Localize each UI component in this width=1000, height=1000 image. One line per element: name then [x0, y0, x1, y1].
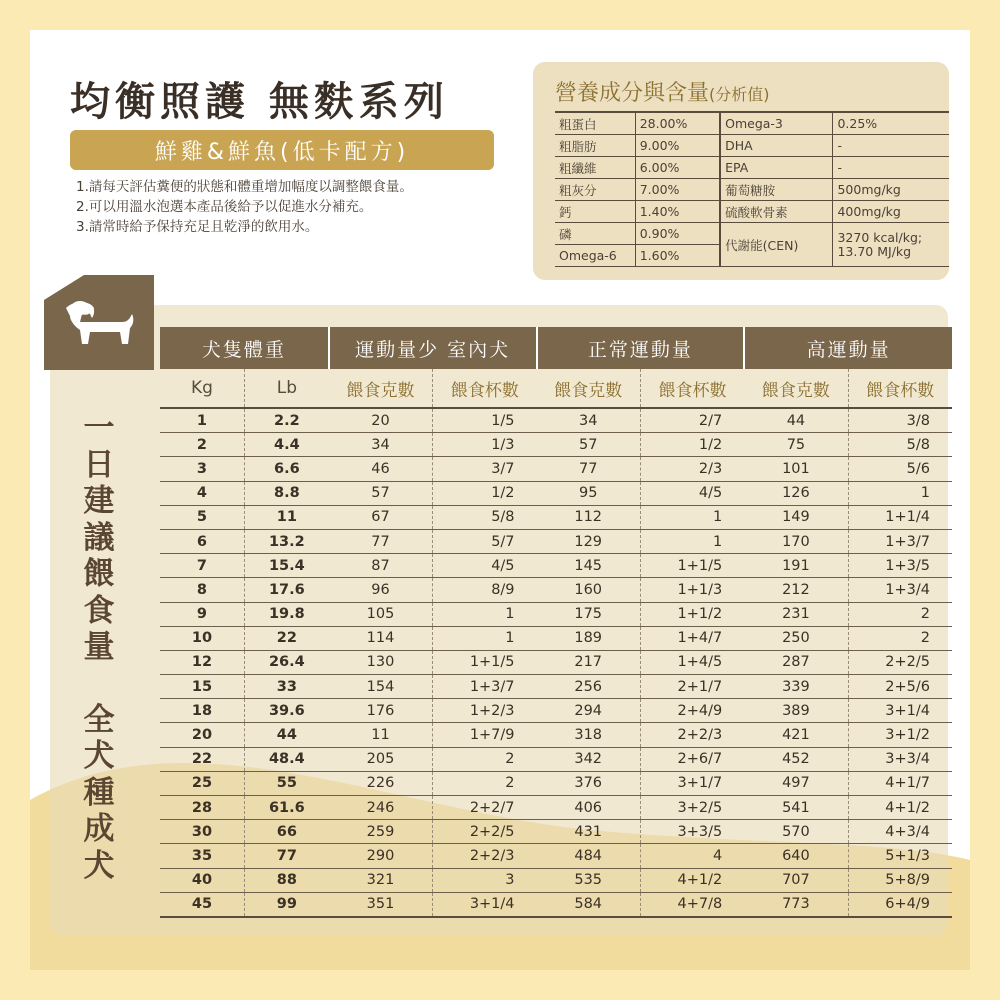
grams-high-cell: 421: [744, 723, 848, 747]
weight-kg-cell: 40: [160, 868, 244, 892]
cups-normal-cell: 1/2: [640, 433, 744, 457]
nutrient-value: 0.90%: [635, 223, 720, 245]
nutrition-title-note: (分析值): [709, 85, 770, 104]
cups-low-cell: 4/5: [433, 554, 537, 578]
cups-high-cell: 2+5/6: [848, 675, 952, 699]
weight-lb-cell: 8.8: [244, 481, 328, 505]
cups-low-cell: 3+1/4: [433, 892, 537, 917]
weight-kg-cell: 1: [160, 408, 244, 433]
cups-normal-cell: 4+7/8: [640, 892, 744, 917]
grams-low-cell: 11: [329, 723, 433, 747]
cups-high-cell: 2+2/5: [848, 650, 952, 674]
nutrient-value: 500mg/kg: [833, 179, 949, 201]
cups-low-cell: 1/2: [433, 481, 537, 505]
column-header: 餵食杯數: [433, 369, 537, 408]
nutrition-table: [555, 111, 949, 267]
weight-lb-cell: 33: [244, 675, 328, 699]
grams-normal-cell: 95: [537, 481, 641, 505]
cups-normal-cell: 1+4/5: [640, 650, 744, 674]
cups-normal-cell: 2+4/9: [640, 699, 744, 723]
weight-kg-cell: 25: [160, 771, 244, 795]
grams-low-cell: 20: [329, 408, 433, 433]
grams-high-cell: 149: [744, 505, 848, 529]
grams-low-cell: 67: [329, 505, 433, 529]
nutrient-label: 磷: [555, 223, 635, 245]
weight-kg-cell: 9: [160, 602, 244, 626]
cups-high-cell: 1+1/4: [848, 505, 952, 529]
side-label-char: 日: [83, 446, 115, 483]
cups-high-cell: 5+8/9: [848, 868, 952, 892]
nutrient-value: 1.60%: [635, 245, 720, 267]
grams-high-cell: 170: [744, 529, 848, 553]
table-row: [160, 747, 952, 771]
nutrient-value: 6.00%: [635, 157, 720, 179]
side-label-char: 犬: [83, 847, 115, 884]
weight-lb-cell: 44: [244, 723, 328, 747]
cups-high-cell: 3+3/4: [848, 747, 952, 771]
nutrition-panel: [533, 62, 949, 280]
cups-high-cell: 3+1/4: [848, 699, 952, 723]
cups-low-cell: 3/7: [433, 457, 537, 481]
column-header-row: [160, 369, 952, 408]
cups-normal-cell: 2/7: [640, 408, 744, 433]
nutrient-value: 400mg/kg: [833, 201, 949, 223]
nutrient-label: 粗蛋白: [555, 112, 635, 135]
weight-kg-cell: 2: [160, 433, 244, 457]
weight-lb-cell: 19.8: [244, 602, 328, 626]
weight-lb-cell: 88: [244, 868, 328, 892]
weight-lb-cell: 77: [244, 844, 328, 868]
weight-kg-cell: 45: [160, 892, 244, 917]
nutrient-value: -: [833, 135, 949, 157]
grams-normal-cell: 112: [537, 505, 641, 529]
cups-normal-cell: 4/5: [640, 481, 744, 505]
cups-normal-cell: 2+1/7: [640, 675, 744, 699]
cups-normal-cell: 4+1/2: [640, 868, 744, 892]
table-row: [160, 408, 952, 433]
grams-high-cell: 452: [744, 747, 848, 771]
grams-high-cell: 707: [744, 868, 848, 892]
cups-low-cell: 2: [433, 771, 537, 795]
table-row: [160, 868, 952, 892]
nutrient-label: 葡萄糖胺: [720, 179, 833, 201]
cups-normal-cell: 1: [640, 529, 744, 553]
cups-low-cell: 1+7/9: [433, 723, 537, 747]
grams-normal-cell: 406: [537, 796, 641, 820]
cups-normal-cell: 2/3: [640, 457, 744, 481]
energy-label: 代謝能(CEN): [720, 223, 833, 267]
cups-low-cell: 5/7: [433, 529, 537, 553]
side-label-char: 食: [83, 592, 115, 629]
grams-normal-cell: 189: [537, 626, 641, 650]
table-row: [160, 844, 952, 868]
cups-low-cell: 1: [433, 602, 537, 626]
grams-normal-cell: 584: [537, 892, 641, 917]
grams-normal-cell: 376: [537, 771, 641, 795]
grams-high-cell: 773: [744, 892, 848, 917]
cups-high-cell: 5/6: [848, 457, 952, 481]
cups-low-cell: 3: [433, 868, 537, 892]
grams-high-cell: 44: [744, 408, 848, 433]
grams-low-cell: 154: [329, 675, 433, 699]
cups-low-cell: 8/9: [433, 578, 537, 602]
column-header: 餵食克數: [329, 369, 433, 408]
grams-low-cell: 87: [329, 554, 433, 578]
column-header: Lb: [244, 369, 328, 408]
weight-lb-cell: 55: [244, 771, 328, 795]
grams-low-cell: 351: [329, 892, 433, 917]
grams-low-cell: 105: [329, 602, 433, 626]
nutrient-value: 1.40%: [635, 201, 720, 223]
nutrient-label: 粗纖維: [555, 157, 635, 179]
grams-normal-cell: 294: [537, 699, 641, 723]
column-header: 餵食杯數: [640, 369, 744, 408]
grams-normal-cell: 431: [537, 820, 641, 844]
grams-normal-cell: 34: [537, 408, 641, 433]
table-row: [160, 820, 952, 844]
nutrient-label: 粗灰分: [555, 179, 635, 201]
side-label-char: 議: [83, 519, 115, 556]
nutrient-value: 7.00%: [635, 179, 720, 201]
weight-lb-cell: 13.2: [244, 529, 328, 553]
cups-low-cell: 1/3: [433, 433, 537, 457]
nutrient-label: Omega-3: [720, 112, 833, 135]
cups-high-cell: 2: [848, 602, 952, 626]
table-row: [160, 796, 952, 820]
cups-normal-cell: 1: [640, 505, 744, 529]
grams-low-cell: 96: [329, 578, 433, 602]
grams-low-cell: 130: [329, 650, 433, 674]
weight-lb-cell: 11: [244, 505, 328, 529]
grams-normal-cell: 57: [537, 433, 641, 457]
subtitle-badge: 鮮雞&鮮魚(低卡配方): [70, 130, 494, 170]
weight-lb-cell: 26.4: [244, 650, 328, 674]
cups-normal-cell: 1+4/7: [640, 626, 744, 650]
side-label-char: 一: [83, 410, 115, 446]
cups-normal-cell: 2+6/7: [640, 747, 744, 771]
table-row: [160, 699, 952, 723]
side-label-top: [82, 410, 116, 666]
nutrition-row: [555, 112, 949, 135]
weight-kg-cell: 6: [160, 529, 244, 553]
group-header: 高運動量: [744, 327, 952, 369]
cups-low-cell: 2+2/3: [433, 844, 537, 868]
group-header: 正常運動量: [537, 327, 745, 369]
grams-low-cell: 57: [329, 481, 433, 505]
weight-lb-cell: 17.6: [244, 578, 328, 602]
weight-kg-cell: 35: [160, 844, 244, 868]
table-row: [160, 505, 952, 529]
grams-normal-cell: 535: [537, 868, 641, 892]
column-header: 餵食杯數: [848, 369, 952, 408]
cups-low-cell: 1: [433, 626, 537, 650]
grams-low-cell: 321: [329, 868, 433, 892]
cups-normal-cell: 3+3/5: [640, 820, 744, 844]
grams-high-cell: 640: [744, 844, 848, 868]
grams-normal-cell: 77: [537, 457, 641, 481]
weight-kg-cell: 4: [160, 481, 244, 505]
feeding-table: [160, 327, 952, 918]
column-header: Kg: [160, 369, 244, 408]
nutrition-title: 營養成分與含量(分析值): [555, 81, 770, 106]
nutrient-label: EPA: [720, 157, 833, 179]
grams-high-cell: 570: [744, 820, 848, 844]
cups-high-cell: 1+3/5: [848, 554, 952, 578]
nutrient-label: Omega-6: [555, 245, 635, 267]
weight-lb-cell: 99: [244, 892, 328, 917]
cups-high-cell: 2: [848, 626, 952, 650]
weight-kg-cell: 5: [160, 505, 244, 529]
page-title: 均衡照護 無麩系列: [70, 79, 449, 125]
grams-normal-cell: 217: [537, 650, 641, 674]
grams-normal-cell: 145: [537, 554, 641, 578]
weight-kg-cell: 28: [160, 796, 244, 820]
weight-kg-cell: 22: [160, 747, 244, 771]
side-label-char: 種: [83, 774, 115, 811]
cups-high-cell: 4+1/2: [848, 796, 952, 820]
weight-lb-cell: 61.6: [244, 796, 328, 820]
cups-high-cell: 6+4/9: [848, 892, 952, 917]
cups-high-cell: 3+1/2: [848, 723, 952, 747]
nutrition-row: [555, 179, 949, 201]
cups-high-cell: 3/8: [848, 408, 952, 433]
nutrient-label: 鈣: [555, 201, 635, 223]
table-row: [160, 723, 952, 747]
cups-high-cell: 1+3/4: [848, 578, 952, 602]
side-label-bottom: [82, 702, 116, 885]
cups-high-cell: 4+1/7: [848, 771, 952, 795]
grams-high-cell: 250: [744, 626, 848, 650]
feeding-notes: [76, 177, 413, 237]
table-row: [160, 529, 952, 553]
table-row: [160, 650, 952, 674]
cups-low-cell: 2+2/5: [433, 820, 537, 844]
cups-normal-cell: 3+1/7: [640, 771, 744, 795]
grams-normal-cell: 129: [537, 529, 641, 553]
weight-kg-cell: 3: [160, 457, 244, 481]
group-header: 犬隻體重: [160, 327, 329, 369]
cups-high-cell: 5/8: [848, 433, 952, 457]
note-item: 2.可以用溫水泡選本產品後給予以促進水分補充。: [76, 199, 373, 215]
grams-low-cell: 246: [329, 796, 433, 820]
cups-low-cell: 2: [433, 747, 537, 771]
nutrient-label: 硫酸軟骨素: [720, 201, 833, 223]
weight-kg-cell: 12: [160, 650, 244, 674]
grams-high-cell: 231: [744, 602, 848, 626]
table-row: [160, 892, 952, 917]
product-card: [30, 30, 970, 970]
table-row: [160, 578, 952, 602]
grams-low-cell: 46: [329, 457, 433, 481]
weight-kg-cell: 10: [160, 626, 244, 650]
nutrient-value: 0.25%: [833, 112, 949, 135]
grams-high-cell: 191: [744, 554, 848, 578]
grams-high-cell: 212: [744, 578, 848, 602]
weight-lb-cell: 39.6: [244, 699, 328, 723]
grams-low-cell: 259: [329, 820, 433, 844]
group-header-row: [160, 327, 952, 369]
dog-icon: [44, 270, 154, 370]
weight-kg-cell: 7: [160, 554, 244, 578]
side-label-char: 建: [83, 483, 115, 519]
side-label-char: 犬: [83, 738, 115, 774]
energy-value: 3270 kcal/kg; 13.70 MJ/kg: [833, 223, 949, 267]
grams-normal-cell: 175: [537, 602, 641, 626]
grams-high-cell: 75: [744, 433, 848, 457]
cups-normal-cell: 1+1/2: [640, 602, 744, 626]
nutrient-label: DHA: [720, 135, 833, 157]
table-row: [160, 554, 952, 578]
cups-normal-cell: 4: [640, 844, 744, 868]
cups-normal-cell: 1+1/3: [640, 578, 744, 602]
grams-high-cell: 126: [744, 481, 848, 505]
grams-normal-cell: 342: [537, 747, 641, 771]
table-row: [160, 626, 952, 650]
cups-normal-cell: 2+2/3: [640, 723, 744, 747]
nutrition-row: [555, 157, 949, 179]
grams-normal-cell: 318: [537, 723, 641, 747]
nutrient-value: 28.00%: [635, 112, 720, 135]
grams-high-cell: 101: [744, 457, 848, 481]
weight-kg-cell: 20: [160, 723, 244, 747]
nutrition-row: [555, 201, 949, 223]
grams-low-cell: 205: [329, 747, 433, 771]
cups-low-cell: 1/5: [433, 408, 537, 433]
cups-normal-cell: 1+1/5: [640, 554, 744, 578]
column-header: 餵食克數: [537, 369, 641, 408]
weight-kg-cell: 15: [160, 675, 244, 699]
side-label-char: 成: [83, 811, 115, 847]
grams-low-cell: 34: [329, 433, 433, 457]
weight-lb-cell: 15.4: [244, 554, 328, 578]
grams-high-cell: 389: [744, 699, 848, 723]
group-header: 運動量少 室內犬: [329, 327, 537, 369]
grams-low-cell: 176: [329, 699, 433, 723]
side-label: [82, 410, 116, 884]
side-label-char: 量: [83, 629, 115, 665]
cups-low-cell: 1+1/5: [433, 650, 537, 674]
weight-lb-cell: 22: [244, 626, 328, 650]
nutrition-row: [555, 135, 949, 157]
cups-low-cell: 5/8: [433, 505, 537, 529]
grams-low-cell: 114: [329, 626, 433, 650]
cups-low-cell: 2+2/7: [433, 796, 537, 820]
weight-lb-cell: 48.4: [244, 747, 328, 771]
grams-normal-cell: 160: [537, 578, 641, 602]
weight-kg-cell: 30: [160, 820, 244, 844]
grams-high-cell: 287: [744, 650, 848, 674]
cups-high-cell: 1+3/7: [848, 529, 952, 553]
note-item: 1.請每天評估糞便的狀態和體重增加幅度以調整餵食量。: [76, 179, 413, 195]
grams-normal-cell: 256: [537, 675, 641, 699]
cups-high-cell: 1: [848, 481, 952, 505]
nutrient-value: -: [833, 157, 949, 179]
side-label-char: 餵: [83, 556, 115, 592]
weight-lb-cell: 66: [244, 820, 328, 844]
grams-normal-cell: 484: [537, 844, 641, 868]
table-row: [160, 457, 952, 481]
grams-low-cell: 77: [329, 529, 433, 553]
table-row: [160, 602, 952, 626]
table-row: [160, 675, 952, 699]
nutrient-value: 9.00%: [635, 135, 720, 157]
grams-low-cell: 226: [329, 771, 433, 795]
grams-high-cell: 541: [744, 796, 848, 820]
side-label-char: 全: [83, 701, 115, 738]
grams-high-cell: 497: [744, 771, 848, 795]
grams-low-cell: 290: [329, 844, 433, 868]
cups-low-cell: 1+2/3: [433, 699, 537, 723]
weight-lb-cell: 4.4: [244, 433, 328, 457]
table-row: [160, 771, 952, 795]
weight-lb-cell: 6.6: [244, 457, 328, 481]
grams-high-cell: 339: [744, 675, 848, 699]
column-header: 餵食克數: [744, 369, 848, 408]
cups-high-cell: 4+3/4: [848, 820, 952, 844]
weight-kg-cell: 18: [160, 699, 244, 723]
weight-kg-cell: 8: [160, 578, 244, 602]
cups-high-cell: 5+1/3: [848, 844, 952, 868]
nutrition-row: [555, 223, 949, 245]
cups-normal-cell: 3+2/5: [640, 796, 744, 820]
cups-low-cell: 1+3/7: [433, 675, 537, 699]
nutrient-label: 粗脂肪: [555, 135, 635, 157]
weight-lb-cell: 2.2: [244, 408, 328, 433]
table-row: [160, 481, 952, 505]
note-item: 3.請常時給予保持充足且乾淨的飲用水。: [76, 219, 319, 235]
table-row: [160, 433, 952, 457]
